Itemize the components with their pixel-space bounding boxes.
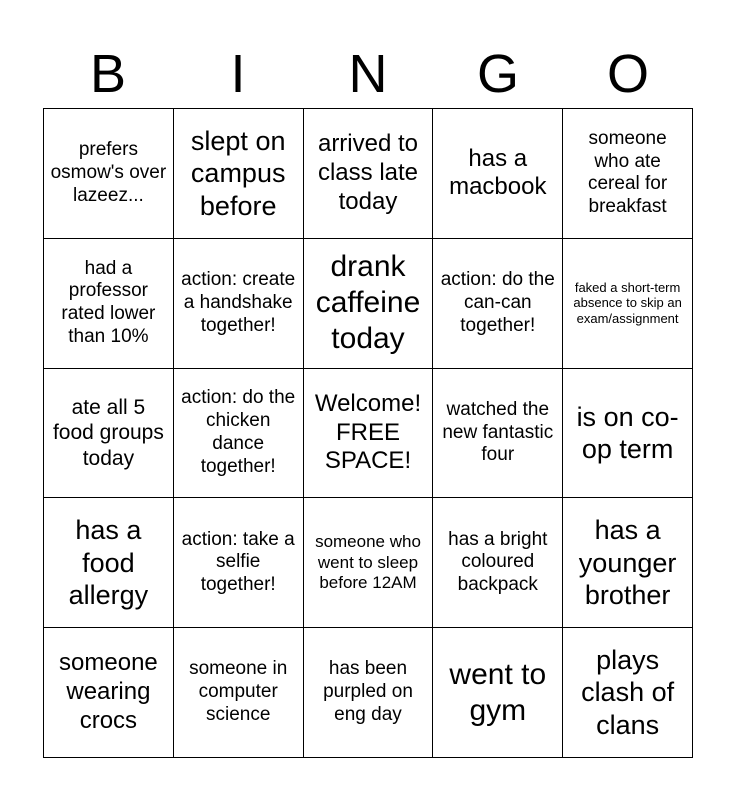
bingo-cell-15[interactable]: is on co-op term <box>563 369 693 499</box>
bingo-cell-1[interactable]: prefers osmow's over lazeez... <box>44 109 174 239</box>
bingo-cell-4[interactable]: has a macbook <box>433 109 563 239</box>
header-letter-g: G <box>476 44 519 104</box>
bingo-cell-22[interactable]: someone in computer science <box>174 628 304 758</box>
bingo-cell-12[interactable]: action: do the chicken dance together! <box>174 369 304 499</box>
bingo-cell-24[interactable]: went to gym <box>433 628 563 758</box>
bingo-cell-18[interactable]: someone who went to sleep before 12AM <box>304 498 434 628</box>
bingo-cell-23[interactable]: has been purpled on eng day <box>304 628 434 758</box>
bingo-cell-21[interactable]: someone wearing crocs <box>44 628 174 758</box>
bingo-cell-14[interactable]: watched the new fantastic four <box>433 369 563 499</box>
bingo-cell-5[interactable]: someone who ate cereal for breakfast <box>563 109 693 239</box>
bingo-cell-10[interactable]: faked a short-term absence to skip an exam/assignment <box>563 239 693 369</box>
bingo-cell-7[interactable]: action: create a handshake together! <box>174 239 304 369</box>
bingo-cell-9[interactable]: action: do the can-can together! <box>433 239 563 369</box>
bingo-cell-19[interactable]: has a bright coloured backpack <box>433 498 563 628</box>
bingo-cell-17[interactable]: action: take a selfie together! <box>174 498 304 628</box>
bingo-cell-25[interactable]: plays clash of clans <box>563 628 693 758</box>
bingo-cell-8[interactable]: drank caffeine today <box>304 239 434 369</box>
header-letter-i: I <box>230 44 246 104</box>
bingo-grid <box>43 108 693 758</box>
bingo-cell-16[interactable]: has a food allergy <box>44 498 174 628</box>
header-letter-n: N <box>348 44 388 104</box>
bingo-cell-20[interactable]: has a younger brother <box>563 498 693 628</box>
header-letter-b: B <box>89 44 127 104</box>
bingo-cell-2[interactable]: slept on campus before <box>174 109 304 239</box>
header-letter-o: O <box>606 44 649 104</box>
bingo-cell-6[interactable]: had a professor rated lower than 10% <box>44 239 174 369</box>
bingo-cell-3[interactable]: arrived to class late today <box>304 109 434 239</box>
bingo-cell-11[interactable]: ate all 5 food groups today <box>44 369 174 499</box>
bingo-header <box>43 40 693 108</box>
bingo-cell-13[interactable]: Welcome! FREE SPACE! <box>304 369 434 499</box>
